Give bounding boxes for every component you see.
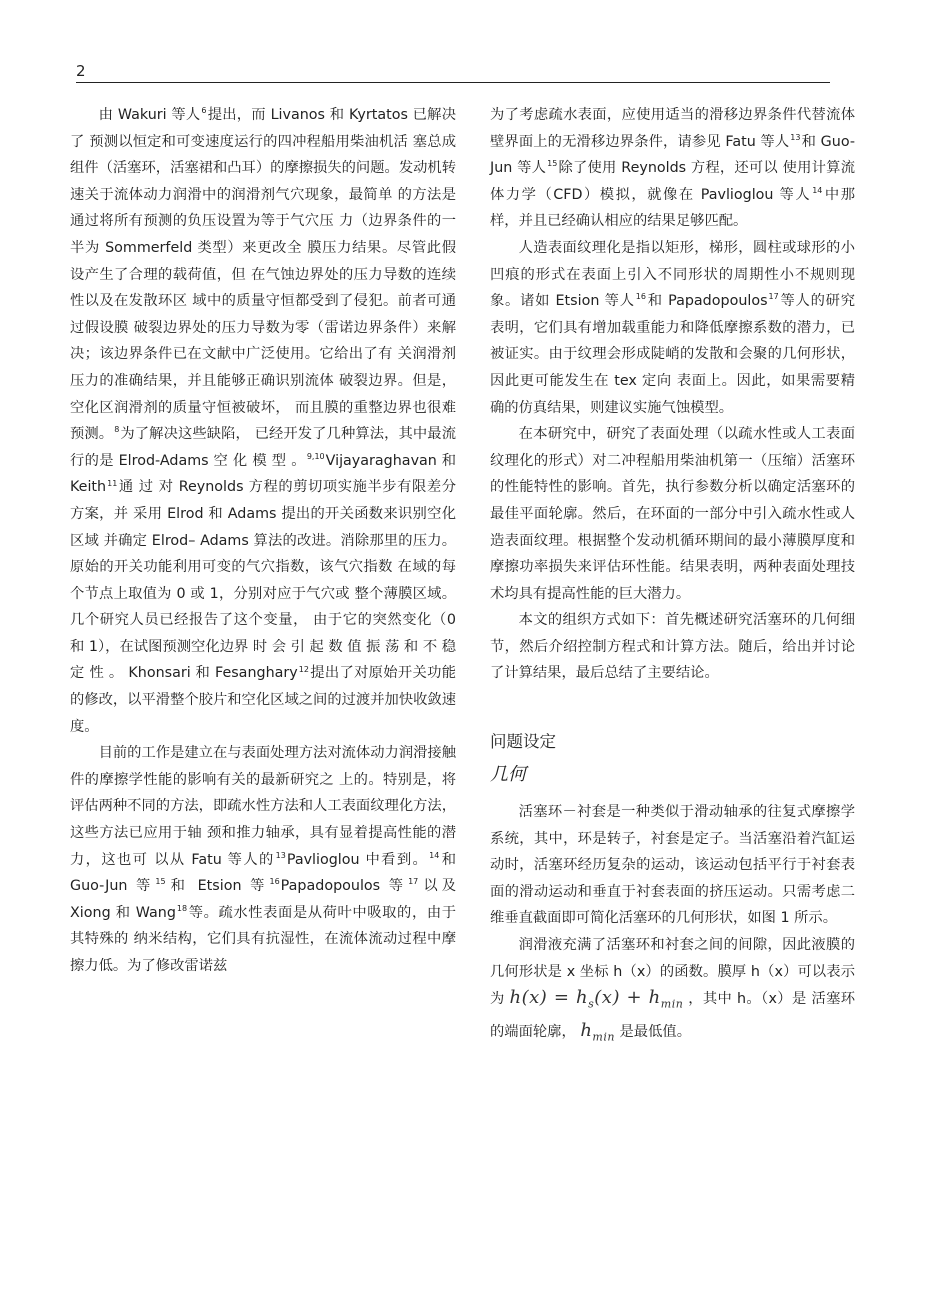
citation-ref: 16 bbox=[269, 877, 280, 887]
subsection-heading: 几何 bbox=[490, 764, 526, 786]
citation-ref: 9,10 bbox=[306, 451, 325, 461]
citation-ref: 13 bbox=[790, 132, 801, 142]
citation-ref: 8 bbox=[114, 425, 120, 435]
paragraph: 润滑液充满了活塞环和衬套之间的间隙，因此液膜的几何形状是 x 坐标 h（x）的函数。膜厚 h（x）可以表示为 $h(x) = h_s(x) + h_{min}$ ，其中 h。（x）是 活塞环的端面轮廓， $h_{min}$ 是最低值。 bbox=[490, 937, 856, 1044]
left-column bbox=[70, 102, 456, 980]
paragraph: 目前的工作是建立在与表面处理方法对流体动力润滑接触件的摩擦学性能的影响有关的最新研究之 上的。特别是，将评估两种不同的方法，即疏水性方法和人工表面纹理化方法，这些方法已应用于轴 颈和推力轴承，具有显着提高性能的潜力，这也可 以从 Fatu 等人的$^{13}$Pavlioglou 中看到。$^{14}$和 Guo-Jun 等$^{15}$和 Etsion 等$^{16}$Papadopoulos 等$^{17}$以及 Xiong 和 Wang$^{18}$等。疏水性表面是从荷叶中吸取的，由于其特殊的 纳米结构，它们具有抗湿性，在流体流动过程中摩擦力低。为了修改雷诺兹 bbox=[70, 745, 457, 974]
header-rule bbox=[76, 82, 830, 83]
page-number: 2 bbox=[76, 62, 86, 80]
citation-ref: 6 bbox=[201, 106, 207, 116]
right-column bbox=[490, 102, 855, 1052]
paragraph: 为了考虑疏水表面，应使用适当的滑移边界条件代替流体壁界面上的无滑移边界条件，请参见 Fatu 等人$^{13}$和 Guo-Jun 等人$^{15}$除了使用 Reynolds 方程，还可以 使用计算流体力学（CFD）模拟，就像在 Pavlioglou 等人$^{14}$中那样，并且已经确认相应的结果足够匹配。 bbox=[490, 107, 856, 230]
citation-ref: 16 bbox=[635, 292, 646, 302]
paragraph: 在本研究中，研究了表面处理（以疏水性或人工表面纹理化的形式）对二冲程船用柴油机第一（压缩）活塞环的性能特性的影响。首先，执行参数分析以确定活塞环的最佳平面轮廓。然后，在环面的一部分中引入疏水性或人造表面纹理。根据整个发动机循环期间的最小薄膜厚度和摩擦功率损失来评估环性能。结果表明，两种表面处理技术均具有提高性能的巨大潜力。 bbox=[490, 426, 855, 602]
citation-ref: 17 bbox=[768, 292, 779, 302]
paragraph: 人造表面纹理化是指以矩形，梯形，圆柱或球形的小凹痕的形式在表面上引入不同形状的周期性小不规则现象。诸如 Etsion 等人$^{16}$和 Papadopoulos$^{17}$等人的研究表明，它们具有增加载重能力和降低摩擦系数的潜力，已被证实。由于纹理会形成陡峭的发散和会聚的几何形状，因此更可能发生在 tex 定向 表面上。因此，如果需要精确的仿真结果，则建议实施气蚀模型。 bbox=[490, 239, 855, 416]
citation-ref: 17 bbox=[408, 877, 419, 887]
equation-hmin: $h_{min}$ bbox=[580, 1020, 615, 1044]
section-heading: 问题设定 bbox=[490, 732, 556, 752]
citation-ref: 11 bbox=[107, 478, 118, 488]
citation-ref: 13 bbox=[275, 850, 286, 860]
citation-ref: 14 bbox=[812, 186, 823, 196]
citation-ref: 12 bbox=[298, 664, 309, 674]
citation-ref: 18 bbox=[176, 904, 188, 914]
citation-ref: 15 bbox=[155, 877, 166, 887]
citation-ref: 14 bbox=[429, 850, 440, 860]
paragraph: 由 Wakuri 等人$^6$提出，而 Livanos 和 Kyrtatos 已解决了 预测以恒定和可变速度运行的四冲程船用柴油机活 塞总成组件（活塞环，活塞裙和凸耳）的摩擦损失的问题。发动机转速关于流体动力润滑中的润滑剂气穴现象，最简单 的方法是通过将所有预测的负压设置为等于气穴压 力（边界条件的一半为 Sommerfeld 类型）来更改全 膜压力结果。尽管此假设产生了合理的载荷值，但 在气蚀边界处的压力导数的连续性以及在发散环区 域中的质量守恒都受到了侵犯。前者可通过假设膜 破裂边界处的压力导数为零（雷诺边界条件）来解决；该边界条件已在文献中广泛使用。它给出了有 关润滑剂压力的准确结果，并且能够正确识别流体 破裂边界。但是，空化区润滑剂的质量守恒被破坏， 而且膜的重整边界也很难预测。$^8$为了解决这些缺陷， 已经开发了几种算法，其中最流行的是 Elrod-Adams 空 化 模 型 。$^{9,10}$Vijayaraghavan 和 Keith$^{11}$通 过 对 Reynolds 方程的剪切项实施半步有限差分方案，并 采用 Elrod 和 Adams 提出的开关函数来识别空化区域 并确定 Elrod– Adams 算法的改进。消除那里的压力。 原始的开关功能利用可变的气穴指数，该气穴指数 在域的每个节点上取值为 0 或 1，分别对应于气穴或 整个薄膜区域。几个研究人员已经报告了这个变量， 由于它的突然变化（0 和 1），在试图预测空化边界 时 会 引 起 数 值 振 荡 和 不 稳 定 性 。 Khonsari 和 Fesanghary$^{12}$提出了对原始开关功能的修改，以平滑整个胶片和空化区域之间的过渡并加快收敛速度。 bbox=[70, 106, 457, 735]
paragraph: 活塞环－衬套是一种类似于滑动轴承的往复式摩擦学系统，其中，环是转子，衬套是定子。当活塞沿着汽缸运动时，活塞环经历复杂的运动，该运动包括平行于衬套表面的滑动运动和垂直于衬套表面的挤压运动。只需考虑二维垂直截面即可简化活塞环的几何形状，如图 1 所示。 bbox=[490, 804, 855, 927]
paragraph: 本文的组织方式如下：首先概述研究活塞环的几何细节，然后介绍控制方程式和计算方法。随后，给出并讨论了计算结果，最后总结了主要结论。 bbox=[490, 612, 855, 682]
citation-ref: 15 bbox=[547, 159, 558, 169]
equation-film-thickness: $h(x) = h_s(x) + h_{min}$ bbox=[509, 987, 684, 1011]
